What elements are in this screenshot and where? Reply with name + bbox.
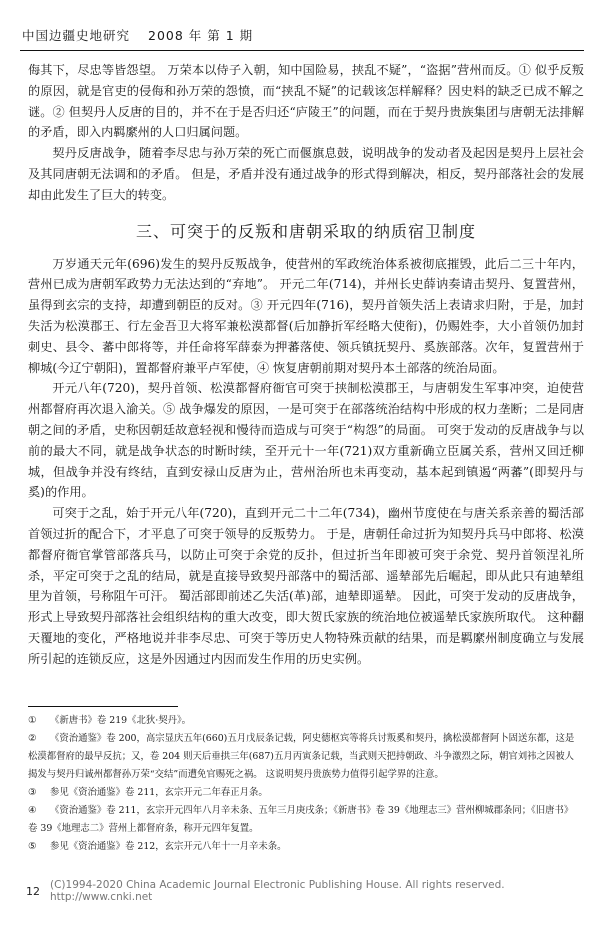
section-heading: 三、可突于的反叛和唐朝采取的纳质宿卫制度 [135,221,476,241]
page-footer [26,880,590,902]
footnote-text: 参见《资治通鉴》卷 211，玄宗开元二年春正月条。 [50,787,268,798]
footnote-text: 《新唐书》卷 219《北狄·契丹》。 [50,715,192,726]
page-number: 12 [26,884,40,898]
footnote [28,712,582,730]
footnote-text: 参见《资治通鉴》卷 212，玄宗开元八年十一月辛未条。 [50,841,287,852]
footnote [28,802,582,838]
paragraph: 万岁通天元年(696)发生的契丹反叛战争，使营州的军政统治体系被彻底摧毁，此后二三十年内，营州已成为唐朝军政势力无法达到的“弃地”。 开元二年(714)，并州长史薛讷奏请击契丹、复置营州，虽得到玄宗的支持，却遭到朝臣的反对。③ 开元四年(716)，契丹首领失活上表请求归附，于是，加封失活为松漠郡王、行左金吾卫大将军兼松漠都督(后加静折军经略大使衔)，仍赐姓李，大小首领仍加封刺史、县令、蕃中郎将等，并任命将军薛泰为押蕃落使、领兵镇抚契丹、奚族部落。次年，复置营州于柳城(今辽宁朝阳)，置都督府兼平卢军使，④ 恢复唐朝前期对契丹本土部落的统治局面。 [28,256,584,375]
footnote [28,784,582,802]
paragraph: 可突于之乱，始于开元八年(720)，直到开元二十二年(734)，幽州节度使在与唐关系亲善的蜀活部首领过折的配合下，才平息了可突于领导的反叛势力。 于是，唐朝任命过折为知契丹兵马中郎将、松漠都督府衙官掌管部落兵马，以防止可突于余党的反扑，但过折当年即被可突于余党、契丹首领涅礼所杀，平定可突于之乱的结局，就是直接导致契丹部落中的蜀活部、遥辇部先后崛起，即从此只有迪辇组里为首领，号称阻午可汗。 蜀活部即前述乙失活(革)部，迪辇即遥辇。 因此，可突于发动的反唐战争，形式上导致契丹部落社会组织结构的重大改变，即大贺氏家族的统治地位被遥辇氏家族所取代。 这种翻天覆地的变化，严格地说并非李尽忠、可突于等历史人物特殊贡献的结果，而是羁縻州制度确立与发展所引起的连锁反应，这是外因通过内因而发生作用的历史实例。 [28,506,584,666]
footnote-text: 《资治通鉴》卷 211，玄宗开元四年八月辛未条、五年三月庚戌条；《新唐书》卷 39《地理志三》营州柳城郡条同；《旧唐书》卷 39《地理志二》营州上都督府条，称开元四年复置。 [28,805,574,834]
header-rule [20,50,584,51]
paragraph: 开元八年(720)，契丹首领、松漠都督府衙官可突于挟制松漠郡王，与唐朝发生军事冲突，迫使营州都督府再次退入渝关。⑤ 战争爆发的原因，一是可突于在部落统治结构中形成的权力垄断；二是同唐朝之间的矛盾，史称因朝廷故意轻视和慢待而造成与可突于“构怨”的局面。 可突于发动的反唐战争与以前的最大不同，就是战争状态的时断时续，至开元十一年(721)双方重新确立臣属关系，营州又回迁柳城，但战争并没有终结，直到安禄山反唐为止，营州治所也未再变动，基本起到镇遏“两蕃”(即契丹与奚)的作用。 [28,381,584,500]
issue-label: 2008 年 第 1 期 [148,28,254,43]
footnote-marker: ⑤ [28,841,37,852]
footnote-divider [28,706,178,707]
footnotes [28,712,582,856]
footnote [28,838,582,856]
copyright-notice: (C)1994-2020 China Academic Journal Electronic Publishing House. All rights reserved. http://www.cnki.net [50,879,505,903]
paragraph: 契丹反唐战争，随着李尽忠与孙万荣的死亡而偃旗息鼓，说明战争的发动者及起因是契丹上层社会及其同唐朝无法调和的矛盾。 但是，矛盾并没有通过战争的形式得到解决，相反，契丹部落社会的发展却由此发生了巨大的转变。 [28,146,584,202]
footnote-marker: ④ [28,805,37,816]
article-body [28,60,584,670]
footnote-marker: ① [28,715,37,726]
paragraph: 侮其下，尽忠等皆怨望。 万荣本以侍子入朝，知中国险易，挟乱不疑”，“盗据”营州而反。① 似乎反叛的原因，就是官吏的侵侮和孙万荣的怨愤，而“挟乱不疑”的记载该怎样解释？因史料的缺乏已成不解之谜。② 但契丹人反唐的目的，并不在于是否归还“庐陵王”的问题，而在于契丹贵族集团与唐朝无法排解的矛盾，即入内羁縻州的人口归属问题。 [28,63,584,140]
running-header [22,24,584,46]
journal-name: 中国边疆史地研究 [22,28,131,43]
footnote-text: 《资治通鉴》卷 200，高宗显庆五年(660)五月戊辰条记载，阿史德枢宾等将兵讨叛奚和契丹，擒松漠都督阿卜固送东都，这是松漠都督府的最早反抗；又，卷 204 则天后垂拱三年(687)五月丙寅条记载，当武则天把持朝政、斗争激烈之际，朝官刘祎之因被人揭发与契丹归诚州都督孙万荣“交结”而遭免官赐死之祸。 这说明契丹贵族势力值得引起学界的注意。 [28,733,575,780]
footnote [28,730,582,784]
footnote-marker: ③ [28,787,37,798]
footnote-marker: ② [28,733,37,744]
